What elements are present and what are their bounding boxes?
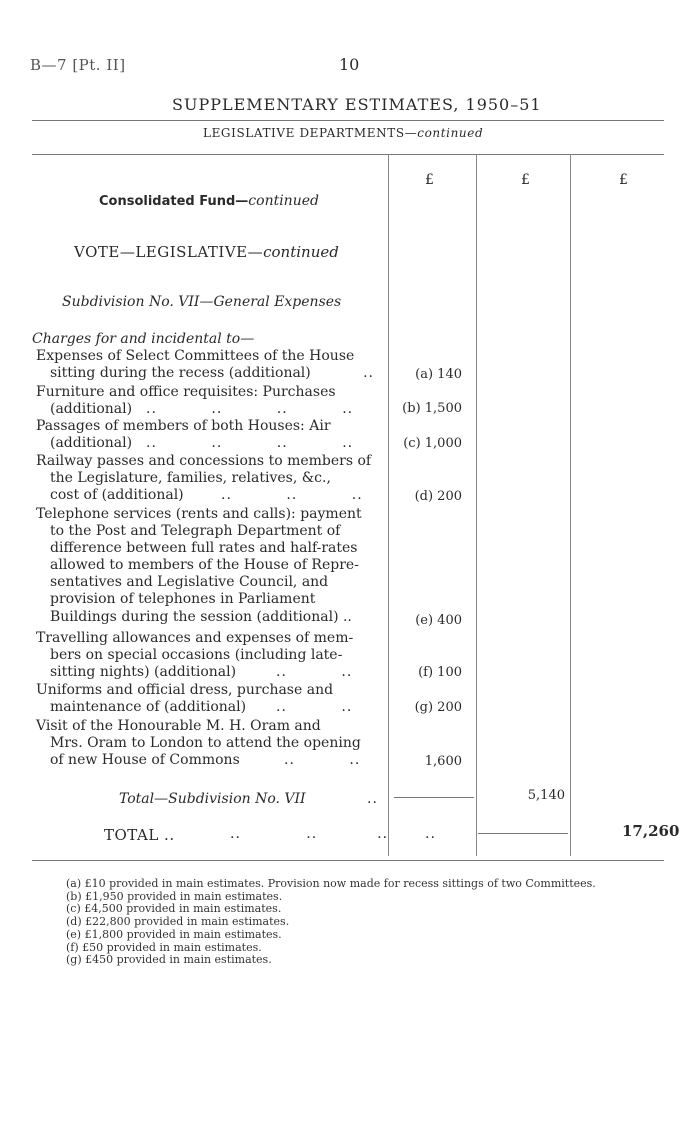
line-item-1	[36, 348, 378, 382]
item-line: Travelling allowances and expenses of mem-	[36, 630, 354, 646]
item-line: Furniture and office requisites: Purchases	[36, 384, 336, 400]
item-line: Railway passes and concessions to members of	[36, 453, 372, 469]
item-amount-e: (e) 400	[415, 613, 462, 628]
item-amount-d: (d) 200	[414, 489, 462, 504]
footnote-a: (a) £10 provided in main estimates. Provision now made for recess sittings of two Committees.	[66, 877, 596, 890]
column-header-3: £	[619, 172, 628, 188]
item-line: Passages of members of both Houses: Air	[36, 418, 331, 434]
item-line: sentatives and Legislative Council, and	[50, 574, 329, 591]
item-line: bers on special occasions (including late-	[50, 647, 343, 664]
fund-continued: continued	[248, 193, 319, 209]
column-divider-2	[476, 154, 477, 856]
item-line: sitting during the recess (additional) ..	[50, 365, 374, 382]
line-item-8	[36, 718, 378, 769]
title-rule	[32, 120, 664, 121]
footnote-f: (f) £50 provided in main estimates.	[66, 940, 262, 954]
item-line: the Legislature, families, relatives, &c.,	[50, 470, 331, 487]
department-name: LEGISLATIVE DEPARTMENTS—	[203, 126, 418, 140]
total-amount: 17,260	[622, 822, 680, 840]
fund-heading	[99, 193, 319, 209]
item-line: Buildings during the session (additional) ..	[50, 608, 352, 625]
column-header-2: £	[521, 172, 530, 188]
line-item-7	[36, 682, 378, 716]
footnote-b: (b) £1,950 provided in main estimates.	[66, 889, 283, 903]
subtotal-rule	[394, 797, 474, 798]
subdivision-heading: Subdivision No. VII—General Expenses	[62, 294, 342, 310]
footnote-g: (g) £450 provided in main estimates.	[66, 953, 272, 967]
line-item-5	[36, 506, 378, 626]
item-line: provision of telephones in Parliament	[50, 591, 316, 608]
item-amount-g: (g) 200	[414, 700, 462, 715]
column-divider-1	[388, 154, 389, 856]
department-continued: continued	[417, 126, 484, 140]
line-item-6	[36, 630, 378, 681]
item-line: to the Post and Telegraph Department of	[50, 523, 341, 540]
item-line: (additional) .. .. .. ..	[50, 435, 354, 452]
item-line: Visit of the Honourable M. H. Oram and	[36, 718, 321, 734]
item-amount-b: (b) 1,500	[402, 401, 462, 416]
footnotes	[66, 878, 596, 967]
line-item-2	[36, 384, 378, 418]
total-leaders: .. .. ..	[230, 826, 389, 842]
item-line: (additional) .. .. .. ..	[50, 401, 354, 418]
subtotal-label: Total—Subdivision No. VII	[119, 791, 306, 807]
footnote-c: (c) £4,500 provided in main estimates.	[66, 902, 282, 916]
item-amount-a: (a) 140	[415, 367, 462, 382]
item-line: Mrs. Oram to London to attend the opening	[50, 735, 361, 752]
vote-continued: continued	[263, 243, 339, 261]
footnote-d: (d) £22,800 provided in main estimates.	[66, 915, 290, 929]
item-amount-c: (c) 1,000	[403, 436, 462, 451]
page-number: 10	[339, 55, 360, 74]
item-line: of new House of Commons .. ..	[50, 752, 361, 769]
total-label: TOTAL ..	[104, 826, 175, 844]
item-line: difference between full rates and half-rates	[50, 540, 358, 557]
column-divider-3	[570, 154, 571, 856]
item-line: sitting nights) (additional) .. ..	[50, 664, 353, 681]
subtotal-amount: 5,140	[527, 788, 565, 803]
item-amount-f: (f) 100	[418, 665, 462, 680]
vote-heading	[74, 243, 339, 261]
item-line: Telephone services (rents and calls): payment	[36, 506, 362, 522]
total-leader-col1: ..	[425, 826, 436, 842]
item-line: Expenses of Select Committees of the House	[36, 348, 355, 364]
fund-name: Consolidated Fund—	[99, 194, 249, 209]
item-line: maintenance of (additional) .. ..	[50, 699, 353, 716]
page-reference: B—7 [Pt. II]	[30, 56, 126, 74]
line-item-3	[36, 418, 378, 452]
vote-name: VOTE—LEGISLATIVE—	[74, 243, 264, 261]
total-rule	[478, 833, 568, 834]
line-item-4	[36, 453, 378, 504]
item-amount-oram: 1,600	[424, 754, 462, 769]
item-line: cost of (additional) .. .. ..	[50, 487, 363, 504]
charges-heading: Charges for and incidental to—	[32, 331, 255, 347]
subtotal-leader: ..	[367, 791, 378, 807]
page-title: SUPPLEMENTARY ESTIMATES, 1950–51	[172, 95, 542, 114]
department-subtitle	[203, 126, 483, 140]
footnote-e: (e) £1,800 provided in main estimates.	[66, 927, 282, 941]
column-header-1: £	[425, 172, 434, 188]
item-line: Uniforms and official dress, purchase and	[36, 682, 334, 698]
item-line: allowed to members of the House of Repre-	[50, 557, 359, 574]
table-bottom-rule	[32, 860, 664, 861]
